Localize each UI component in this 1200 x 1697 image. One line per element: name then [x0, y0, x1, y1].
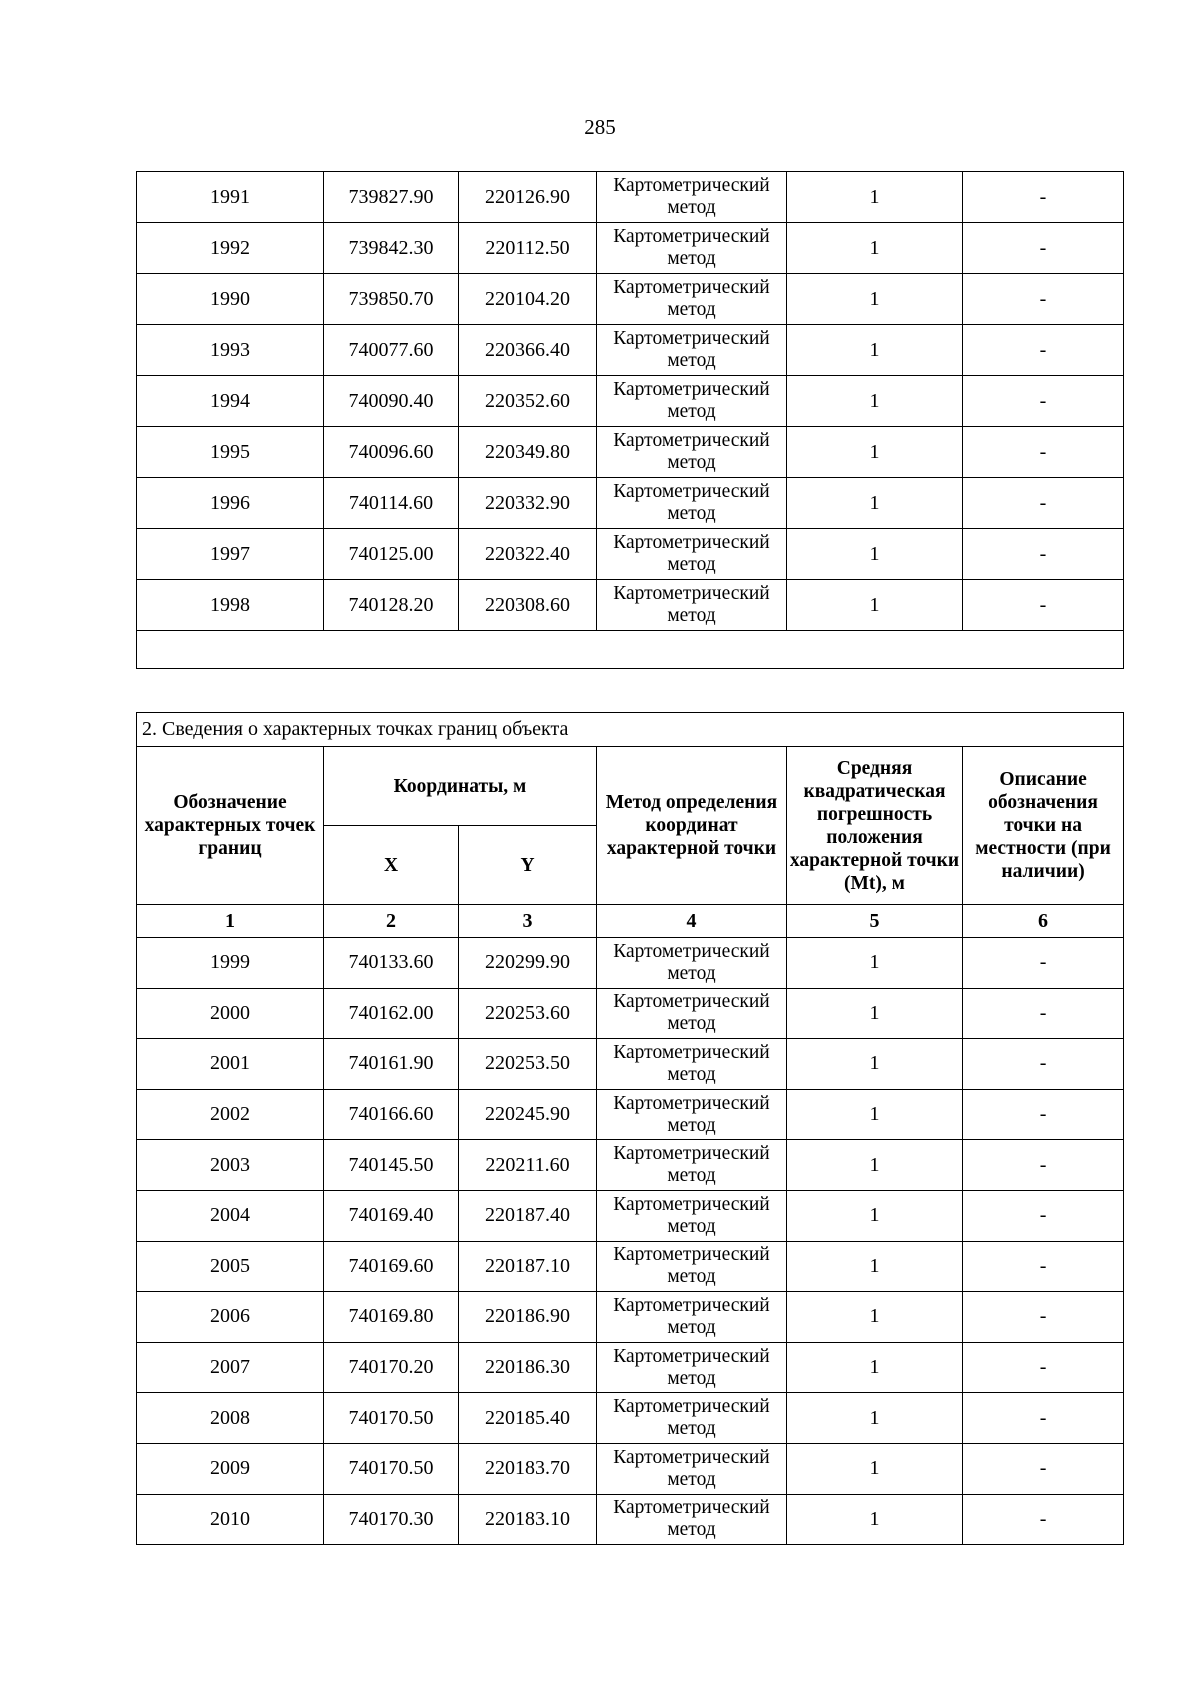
point-id-cell: 2005	[137, 1241, 324, 1292]
boundary-points-table	[136, 712, 1124, 1545]
x-coordinate-cell: 740169.80	[324, 1292, 459, 1343]
description-cell: -	[963, 1089, 1124, 1140]
description-cell: -	[963, 172, 1124, 223]
table-row	[137, 1494, 1124, 1545]
method-cell: Картометрический метод	[597, 172, 787, 223]
table-row	[137, 1089, 1124, 1140]
y-coordinate-cell: 220126.90	[459, 172, 597, 223]
y-coordinate-cell: 220185.40	[459, 1393, 597, 1444]
error-cell: 1	[787, 478, 963, 529]
error-cell: 1	[787, 274, 963, 325]
description-cell: -	[963, 325, 1124, 376]
point-id-cell: 2006	[137, 1292, 324, 1343]
header-designation: Обозначение характерных точек границ	[137, 747, 324, 905]
method-cell: Картометрический метод	[597, 1089, 787, 1140]
description-cell: -	[963, 938, 1124, 989]
method-cell: Картометрический метод	[597, 376, 787, 427]
y-coordinate-cell: 220186.90	[459, 1292, 597, 1343]
error-cell: 1	[787, 1443, 963, 1494]
y-coordinate-cell: 220104.20	[459, 274, 597, 325]
point-id-cell: 1990	[137, 274, 324, 325]
method-cell: Картометрический метод	[597, 1039, 787, 1090]
description-cell: -	[963, 1241, 1124, 1292]
error-cell: 1	[787, 1089, 963, 1140]
error-cell: 1	[787, 1342, 963, 1393]
point-id-cell: 2004	[137, 1190, 324, 1241]
method-cell: Картометрический метод	[597, 325, 787, 376]
header-error: Средняя квадратическая погрешность положения характерной точки (Mt), м	[787, 747, 963, 905]
y-coordinate-cell: 220211.60	[459, 1140, 597, 1191]
x-coordinate-cell: 740170.30	[324, 1494, 459, 1545]
point-id-cell: 1994	[137, 376, 324, 427]
description-cell: -	[963, 478, 1124, 529]
method-cell: Картометрический метод	[597, 1342, 787, 1393]
header-coordinates: Координаты, м	[324, 747, 597, 826]
x-coordinate-cell: 740161.90	[324, 1039, 459, 1090]
y-coordinate-cell: 220352.60	[459, 376, 597, 427]
table-row	[137, 580, 1124, 631]
y-coordinate-cell: 220299.90	[459, 938, 597, 989]
method-cell: Картометрический метод	[597, 1443, 787, 1494]
description-cell: -	[963, 1342, 1124, 1393]
x-coordinate-cell: 739842.30	[324, 223, 459, 274]
error-cell: 1	[787, 1241, 963, 1292]
point-id-cell: 2000	[137, 988, 324, 1039]
y-coordinate-cell: 220332.90	[459, 478, 597, 529]
x-coordinate-cell: 740166.60	[324, 1089, 459, 1140]
x-coordinate-cell: 740114.60	[324, 478, 459, 529]
y-coordinate-cell: 220322.40	[459, 529, 597, 580]
description-cell: -	[963, 1140, 1124, 1191]
error-cell: 1	[787, 1292, 963, 1343]
description-cell: -	[963, 427, 1124, 478]
x-coordinate-cell: 739827.90	[324, 172, 459, 223]
point-id-cell: 2003	[137, 1140, 324, 1191]
empty-cell	[137, 631, 1124, 669]
y-coordinate-cell: 220366.40	[459, 325, 597, 376]
error-cell: 1	[787, 1494, 963, 1545]
table-row	[137, 325, 1124, 376]
header-description: Описание обозначения точки на местности (при наличии)	[963, 747, 1124, 905]
y-coordinate-cell: 220187.40	[459, 1190, 597, 1241]
method-cell: Картометрический метод	[597, 427, 787, 478]
description-cell: -	[963, 1443, 1124, 1494]
point-id-cell: 2008	[137, 1393, 324, 1444]
description-cell: -	[963, 274, 1124, 325]
error-cell: 1	[787, 529, 963, 580]
method-cell: Картометрический метод	[597, 1292, 787, 1343]
error-cell: 1	[787, 1190, 963, 1241]
table-row	[137, 988, 1124, 1039]
table-row	[137, 478, 1124, 529]
table-row	[137, 938, 1124, 989]
table-row	[137, 223, 1124, 274]
header-method: Метод определения координат характерной точки	[597, 747, 787, 905]
x-coordinate-cell: 740162.00	[324, 988, 459, 1039]
x-coordinate-cell: 740170.50	[324, 1393, 459, 1444]
method-cell: Картометрический метод	[597, 529, 787, 580]
points-table-continued	[136, 171, 1124, 669]
error-cell: 1	[787, 223, 963, 274]
method-cell: Картометрический метод	[597, 1241, 787, 1292]
column-number: 3	[459, 905, 597, 938]
y-coordinate-cell: 220112.50	[459, 223, 597, 274]
table-row	[137, 376, 1124, 427]
description-cell: -	[963, 376, 1124, 427]
point-id-cell: 2002	[137, 1089, 324, 1140]
error-cell: 1	[787, 172, 963, 223]
point-id-cell: 1995	[137, 427, 324, 478]
point-id-cell: 2009	[137, 1443, 324, 1494]
point-id-cell: 1993	[137, 325, 324, 376]
description-cell: -	[963, 1292, 1124, 1343]
table-row	[137, 1342, 1124, 1393]
y-coordinate-cell: 220187.10	[459, 1241, 597, 1292]
table-row	[137, 1292, 1124, 1343]
method-cell: Картометрический метод	[597, 1393, 787, 1444]
y-coordinate-cell: 220253.60	[459, 988, 597, 1039]
table-row	[137, 172, 1124, 223]
table-row	[137, 1241, 1124, 1292]
empty-row	[137, 631, 1124, 669]
description-cell: -	[963, 580, 1124, 631]
table-row	[137, 1393, 1124, 1444]
x-coordinate-cell: 740133.60	[324, 938, 459, 989]
y-coordinate-cell: 220253.50	[459, 1039, 597, 1090]
x-coordinate-cell: 740170.50	[324, 1443, 459, 1494]
error-cell: 1	[787, 376, 963, 427]
x-coordinate-cell: 740169.60	[324, 1241, 459, 1292]
table-row	[137, 529, 1124, 580]
y-coordinate-cell: 220308.60	[459, 580, 597, 631]
description-cell: -	[963, 988, 1124, 1039]
section-title: 2. Сведения о характерных точках границ объекта	[137, 713, 1124, 747]
y-coordinate-cell: 220349.80	[459, 427, 597, 478]
method-cell: Картометрический метод	[597, 274, 787, 325]
x-coordinate-cell: 740077.60	[324, 325, 459, 376]
method-cell: Картометрический метод	[597, 1140, 787, 1191]
description-cell: -	[963, 529, 1124, 580]
page-number: 285	[584, 115, 616, 139]
method-cell: Картометрический метод	[597, 223, 787, 274]
error-cell: 1	[787, 988, 963, 1039]
y-coordinate-cell: 220183.10	[459, 1494, 597, 1545]
method-cell: Картометрический метод	[597, 478, 787, 529]
error-cell: 1	[787, 580, 963, 631]
x-coordinate-cell: 740170.20	[324, 1342, 459, 1393]
method-cell: Картометрический метод	[597, 1190, 787, 1241]
table-row	[137, 1039, 1124, 1090]
y-coordinate-cell: 220245.90	[459, 1089, 597, 1140]
header-y: Y	[459, 826, 597, 905]
column-number: 4	[597, 905, 787, 938]
description-cell: -	[963, 1494, 1124, 1545]
point-id-cell: 1996	[137, 478, 324, 529]
column-number: 6	[963, 905, 1124, 938]
table-row	[137, 274, 1124, 325]
x-coordinate-cell: 740125.00	[324, 529, 459, 580]
point-id-cell: 1998	[137, 580, 324, 631]
column-number: 1	[137, 905, 324, 938]
header-x: X	[324, 826, 459, 905]
table-row	[137, 1190, 1124, 1241]
error-cell: 1	[787, 1039, 963, 1090]
point-id-cell: 1999	[137, 938, 324, 989]
x-coordinate-cell: 740128.20	[324, 580, 459, 631]
error-cell: 1	[787, 427, 963, 478]
point-id-cell: 2007	[137, 1342, 324, 1393]
description-cell: -	[963, 1190, 1124, 1241]
description-cell: -	[963, 223, 1124, 274]
error-cell: 1	[787, 325, 963, 376]
point-id-cell: 2001	[137, 1039, 324, 1090]
method-cell: Картометрический метод	[597, 580, 787, 631]
error-cell: 1	[787, 1393, 963, 1444]
method-cell: Картометрический метод	[597, 1494, 787, 1545]
y-coordinate-cell: 220183.70	[459, 1443, 597, 1494]
point-id-cell: 1991	[137, 172, 324, 223]
table-row	[137, 1140, 1124, 1191]
point-id-cell: 1997	[137, 529, 324, 580]
x-coordinate-cell: 740096.60	[324, 427, 459, 478]
point-id-cell: 2010	[137, 1494, 324, 1545]
table-row	[137, 427, 1124, 478]
x-coordinate-cell: 739850.70	[324, 274, 459, 325]
column-number: 5	[787, 905, 963, 938]
error-cell: 1	[787, 938, 963, 989]
x-coordinate-cell: 740169.40	[324, 1190, 459, 1241]
point-id-cell: 1992	[137, 223, 324, 274]
y-coordinate-cell: 220186.30	[459, 1342, 597, 1393]
description-cell: -	[963, 1393, 1124, 1444]
method-cell: Картометрический метод	[597, 988, 787, 1039]
method-cell: Картометрический метод	[597, 938, 787, 989]
x-coordinate-cell: 740090.40	[324, 376, 459, 427]
error-cell: 1	[787, 1140, 963, 1191]
table-row	[137, 1443, 1124, 1494]
column-number: 2	[324, 905, 459, 938]
description-cell: -	[963, 1039, 1124, 1090]
x-coordinate-cell: 740145.50	[324, 1140, 459, 1191]
